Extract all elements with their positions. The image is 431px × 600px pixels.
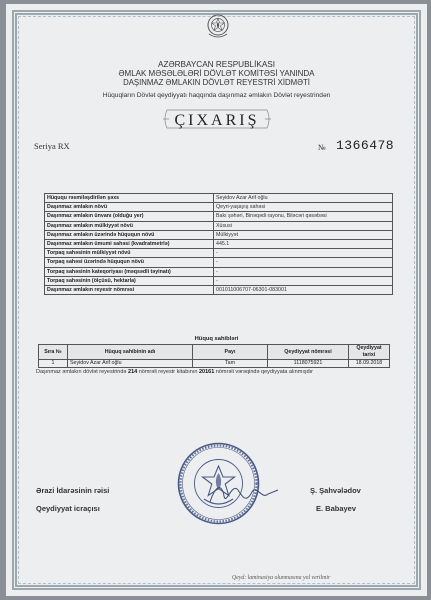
holder-name: Seyidov Azar Arif oğlu [68, 360, 193, 368]
table-row [45, 203, 393, 212]
table-row [45, 239, 393, 248]
holder-no: 1 [39, 360, 68, 368]
number-sign: № [318, 143, 326, 152]
holders-title: Hüquq sahibləri [194, 336, 239, 342]
field-value: - [214, 267, 393, 276]
table-row [45, 230, 393, 239]
note-page-number: 20161 [198, 369, 215, 375]
property-info-table [44, 193, 393, 295]
note-part-2: nömrəli reyestr kitabının [138, 369, 198, 375]
state-emblem-icon [205, 12, 231, 42]
role-registration-executor: Qeydiyyat icraçısı [36, 504, 100, 513]
table-row [45, 221, 393, 230]
note-part-3: nömrəli vərəqində qeydiyyata alınmışdır [215, 369, 314, 375]
field-value: - [214, 249, 393, 258]
field-label: Daşınmaz əmlakın reyestr nömrəsi [45, 285, 214, 294]
footer-note: Qeyd: laminasiya olunmasına yol verilmir [232, 575, 331, 581]
field-label: Daşınmaz əmlakın növü [45, 203, 214, 212]
registration-note [36, 368, 386, 376]
header-line-3: DAŞINMAZ ƏMLAKIN DÖVLƏT REYESTRİ XİDMƏTİ [123, 78, 310, 87]
signature-mark [206, 478, 281, 510]
note-book-number: 214 [128, 369, 138, 375]
field-label: Torpaq sahəsi üzərində hüququn növü [45, 258, 214, 267]
holders-header-row [39, 345, 390, 360]
table-row [45, 276, 393, 285]
col-header-reg-no: Qeydiyyat nömrəsi [268, 345, 349, 360]
field-value: Bakı şəhəri, Binəqədi rayonu, Biləcəri qəsəbəsi [214, 212, 393, 221]
field-value: Mülkiyyət [214, 230, 393, 239]
table-row [45, 258, 393, 267]
header-line-2: ƏMLAK MƏSƏLƏLƏRİ DÖVLƏT KOMİTƏSİ YANINDA [118, 69, 315, 78]
field-value: Seyidov Azar Arif oğlu [214, 194, 393, 203]
field-label: Daşınmaz əmlakın mülkiyyət növü [45, 221, 214, 230]
field-value: - [214, 258, 393, 267]
holders-table [38, 344, 390, 368]
col-header-reg-date: Qeydiyyat tarixi [349, 345, 390, 360]
header-line-4: Hüquqların Dövlət qeydiyyatı haqqında daşınmaz əmlakın Dövlət reyestrindən [102, 92, 331, 99]
field-value: - [214, 276, 393, 285]
field-label: Daşınmaz əmlakın üzərində hüququn növü [45, 230, 214, 239]
field-label: Daşınmaz əmlakın ümumi sahəsi (kvadratmetrlə) [45, 239, 214, 248]
holder-share: Tam [193, 360, 268, 368]
role-head-of-territorial-office: Ərazi İdarəsinin rəisi [36, 486, 110, 495]
col-header-name: Hüquq sahibinin adı [68, 345, 193, 360]
note-part-1: Daşınmaz əmlakın dövlət reyestrində [36, 369, 127, 375]
holder-reg-date: 18.09.2018 [349, 360, 390, 368]
table-row [45, 267, 393, 276]
field-label: Hüququ rəsmiləşdirilən şəxs [45, 194, 214, 203]
table-row [45, 194, 393, 203]
field-label: Torpaq sahəsinin (ölçüsü, hektarla) [45, 276, 214, 285]
series-label: Seriya RX [34, 141, 70, 151]
header-line-1: AZƏRBAYCAN RESPUBLİKASI [157, 60, 276, 69]
name-executor: E. Babayev [316, 504, 357, 513]
col-header-share: Payı [193, 345, 268, 360]
table-row [45, 249, 393, 258]
table-row [45, 285, 393, 294]
field-value: Xüsusi [214, 221, 393, 230]
table-row [45, 212, 393, 221]
document-number: 1366478 [336, 138, 395, 153]
field-label: Daşınmaz əmlakın ünvanı (olduğu yer) [45, 212, 214, 221]
field-value: 445.1 [214, 239, 393, 248]
field-value: Qeyri-yaşayış sahəsi [214, 203, 393, 212]
document-title: ÇIXARIŞ [174, 112, 260, 129]
holder-reg-no: 1118075921 [268, 360, 349, 368]
document-sheet [6, 4, 427, 596]
field-value: 001011006707-06301-083001 [214, 285, 393, 294]
field-label: Torpaq sahəsinin mülkiyyət növü [45, 249, 214, 258]
name-head: Ş. Şahvələdov [310, 486, 361, 495]
table-row [39, 360, 390, 368]
col-header-no: Sıra № [39, 345, 68, 360]
field-label: Torpaq sahəsinin kateqoriyası (məqsədli təyinatı) [45, 267, 214, 276]
